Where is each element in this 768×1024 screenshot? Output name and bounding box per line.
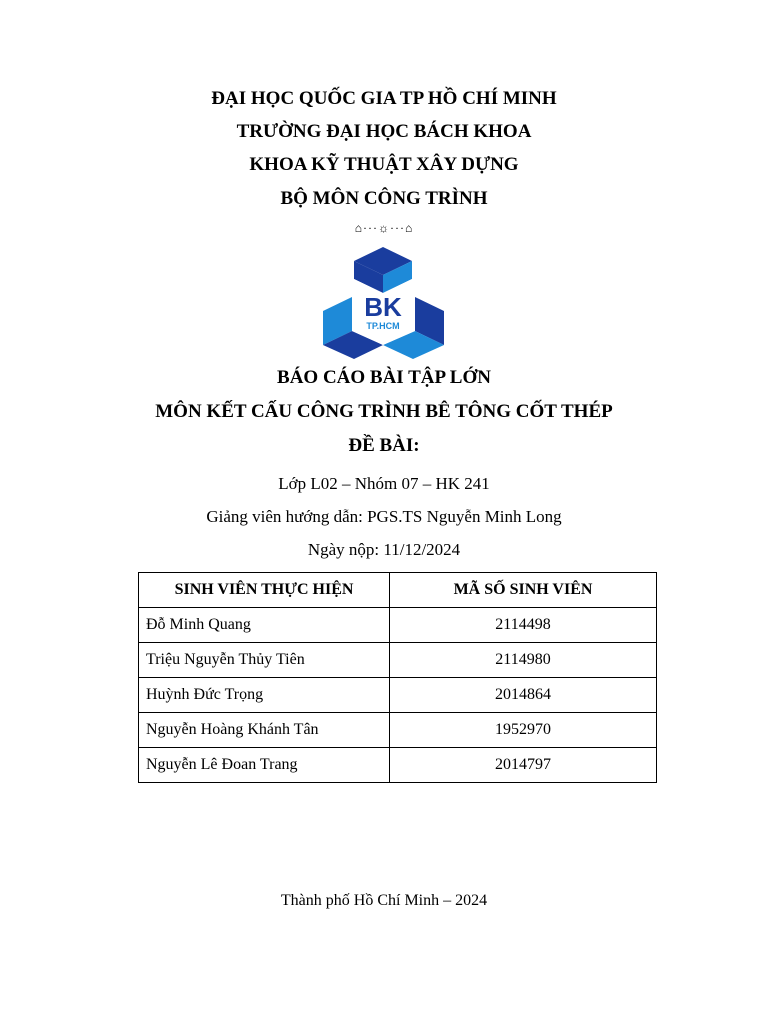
logo-text-sub: TP.HCM xyxy=(366,321,400,331)
student-name: Huỳnh Đức Trọng xyxy=(139,678,390,713)
table-row xyxy=(139,748,657,783)
class-info: Lớp L02 – Nhóm 07 – HK 241 xyxy=(278,474,490,493)
table-row xyxy=(139,643,657,678)
table-row xyxy=(139,678,657,713)
student-name: Nguyễn Lê Đoan Trang xyxy=(139,748,390,783)
members-table xyxy=(138,572,657,783)
logo-text-main: BK xyxy=(364,292,402,322)
footer-city-year: Thành phố Hồ Chí Minh – 2024 xyxy=(280,892,488,909)
column-header-name: SINH VIÊN THỰC HIỆN xyxy=(139,573,390,608)
column-header-id: MÃ SỐ SINH VIÊN xyxy=(390,573,657,608)
faculty-name: KHOA KỸ THUẬT XÂY DỰNG xyxy=(249,154,519,175)
school-name: TRƯỜNG ĐẠI HỌC BÁCH KHOA xyxy=(236,121,532,142)
submit-date: Ngày nộp: 11/12/2024 xyxy=(307,540,461,559)
ornament-divider: ⌂···☼···⌂ xyxy=(354,221,414,235)
student-id: 2114980 xyxy=(390,643,657,678)
report-topic: ĐỀ BÀI: xyxy=(348,435,420,456)
university-name: ĐẠI HỌC QUỐC GIA TP HỒ CHÍ MINH xyxy=(211,88,557,109)
student-name: Nguyễn Hoàng Khánh Tân xyxy=(139,713,390,748)
student-name: Đỗ Minh Quang xyxy=(139,608,390,643)
table-row xyxy=(139,713,657,748)
student-id: 2114498 xyxy=(390,608,657,643)
student-name: Triệu Nguyễn Thủy Tiên xyxy=(139,643,390,678)
table-row xyxy=(139,608,657,643)
student-id: 2014797 xyxy=(390,748,657,783)
instructor-info: Giảng viên hướng dẫn: PGS.TS Nguyễn Minh Long xyxy=(206,507,562,526)
table-header-row xyxy=(139,573,657,608)
student-id: 1952970 xyxy=(390,713,657,748)
report-title: BÁO CÁO BÀI TẬP LỚN xyxy=(277,367,491,388)
report-subject: MÔN KẾT CẤU CÔNG TRÌNH BÊ TÔNG CỐT THÉP xyxy=(155,401,613,422)
department-name: BỘ MÔN CÔNG TRÌNH xyxy=(280,188,488,209)
bk-logo-icon xyxy=(321,245,446,361)
student-id: 2014864 xyxy=(390,678,657,713)
